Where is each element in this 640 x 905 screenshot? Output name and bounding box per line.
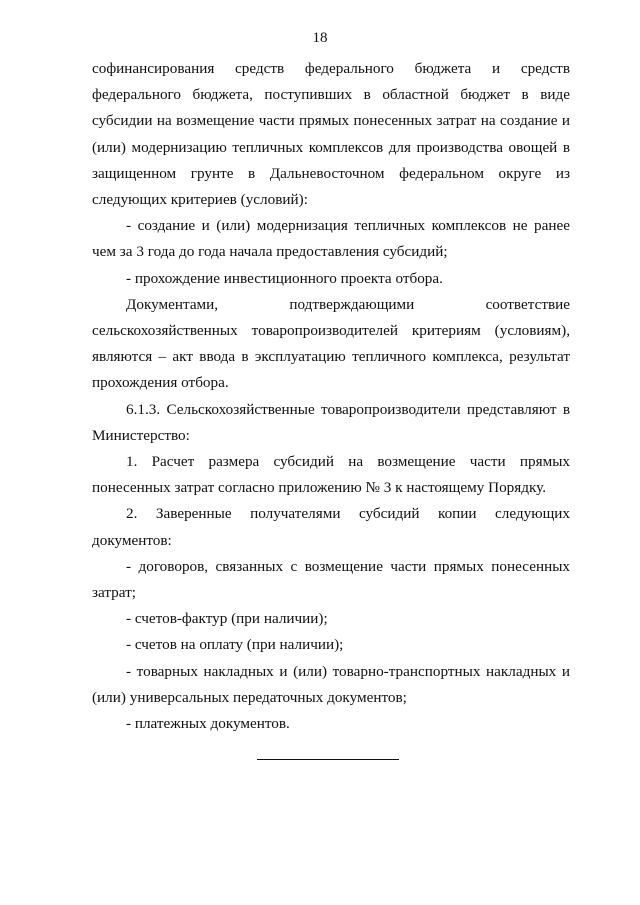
- list-item-payments: - платежных документов.: [126, 715, 290, 733]
- paragraph-clause-6-1-3: 6.1.3. Сельскохозяйственные товаропроизводители представляют в Министерство:: [92, 400, 570, 444]
- list-item-waybills: - товарных накладных и (или) товарно-транспортных накладных и (или) универсальных передаточных документов;: [92, 662, 570, 706]
- list-item-invoices: - счетов-фактур (при наличии);: [126, 610, 328, 628]
- paragraph-criterion-1: - создание и (или) модернизация тепличных комплексов не ранее чем за 3 года до года начала предоставления субсидий;: [92, 217, 570, 261]
- paragraph-item-2: 2. Заверенные получателями субсидий копии следующих документов:: [92, 505, 570, 549]
- list-item-bills: - счетов на оплату (при наличии);: [126, 636, 344, 654]
- paragraph-documents-confirming: Документами, подтверждающими соответствие сельскохозяйственных товаропроизводителей критериям (условиям), являются – акт ввода в эксплуатацию тепличного комплекса, результат прохождения отбора.: [92, 295, 570, 392]
- page-number: 18: [312, 30, 328, 46]
- document-body: [92, 56, 570, 737]
- paragraph-criterion-2: - прохождение инвестиционного проекта отбора.: [126, 269, 443, 287]
- paragraph-item-1: 1. Расчет размера субсидий на возмещение части прямых понесенных затрат согласно приложению № 3 к настоящему Порядку.: [92, 453, 570, 497]
- list-item-contracts: - договоров, связанных с возмещение части прямых понесенных затрат;: [92, 557, 570, 602]
- closing-divider: [257, 759, 399, 760]
- paragraph-intro: софинансирования средств федерального бюджета и средств федерального бюджета, поступивших в областной бюджет в виде субсидии на возмещение части прямых понесенных затрат на создание и (или) модернизацию тепличных комплексов для производства овощей в защищенном грунте в Дальневосточном федеральном округе из следующих критериев (условий):: [92, 60, 570, 209]
